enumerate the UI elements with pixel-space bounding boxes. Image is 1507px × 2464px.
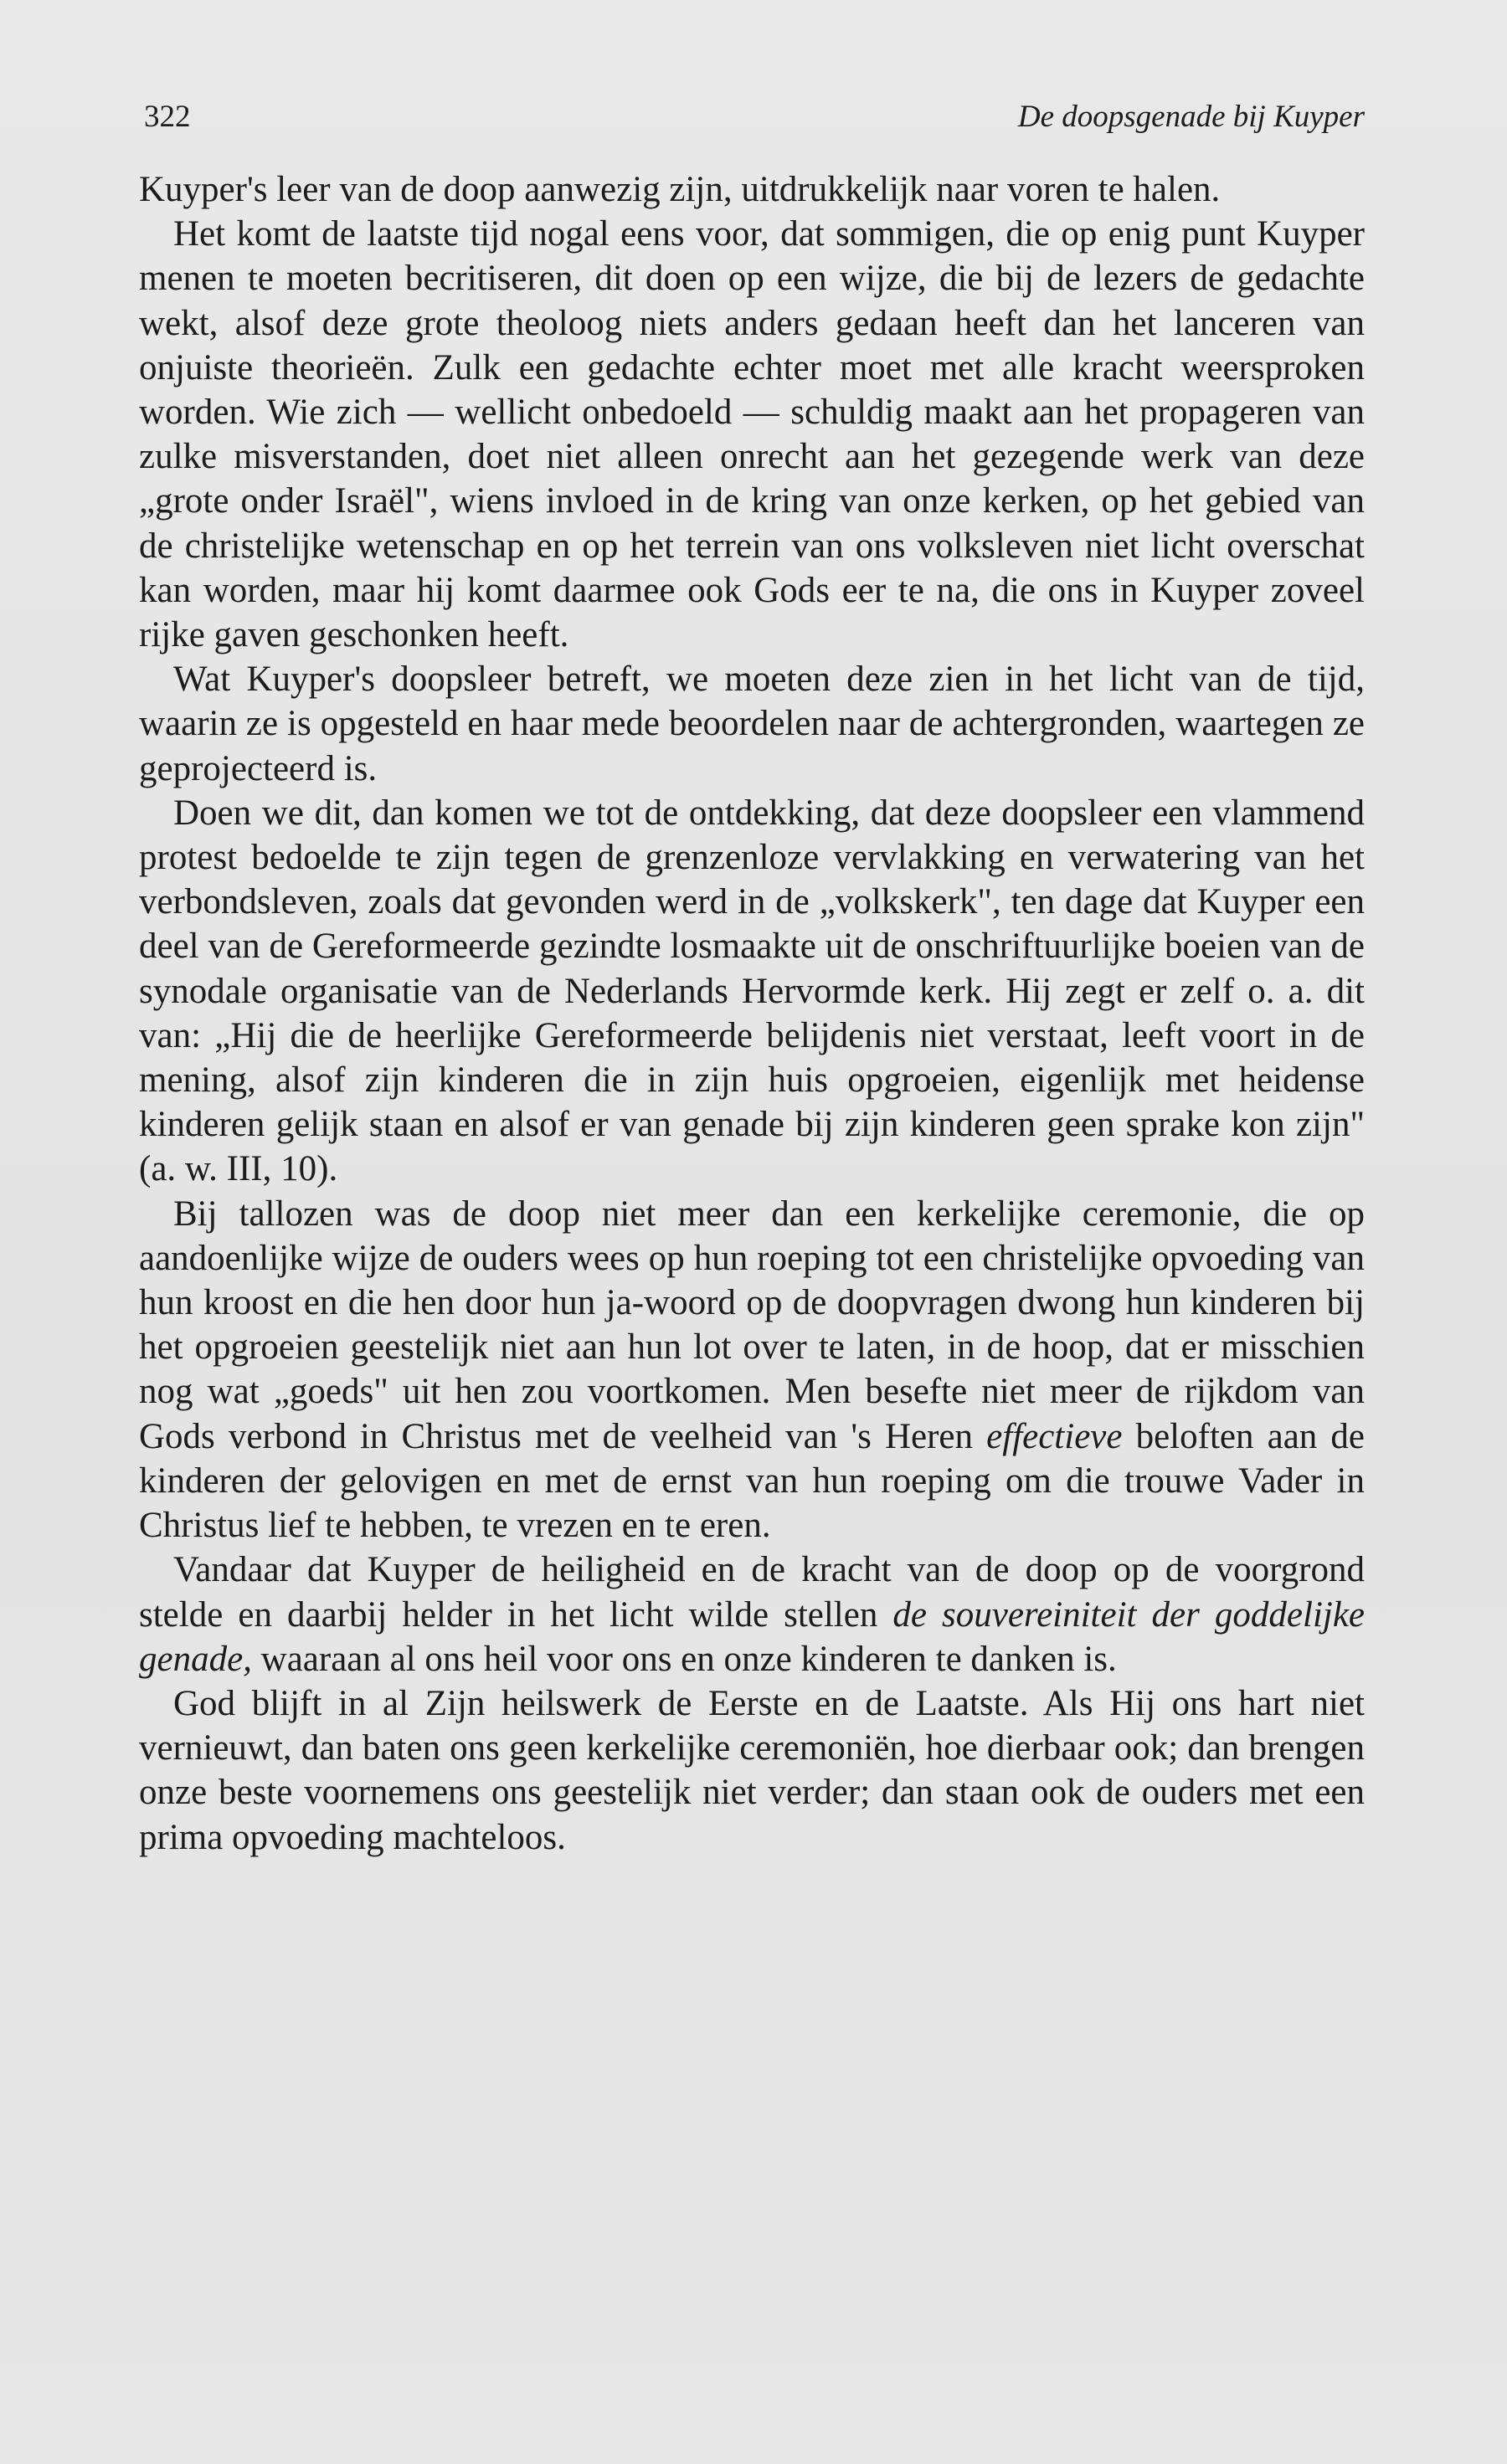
paragraph-continuation: Kuyper's leer van de doop aanwezig zijn, uitdrukkelijk naar voren te halen. [139, 170, 1221, 209]
page-header [141, 94, 1365, 141]
paragraph-sovereignty [139, 1548, 1365, 1681]
paragraph-ceremony-text-a: Bij tallozen was de doop niet meer dan een kerkelijke ceremonie, die op aandoenlijke wijze de ouders wees op hun roeping tot een christelijke opvoeding van hun kroost en die hen door hun ja-woord op de doopvragen dwong hun kinderen bij het opgroeien geestelijk niet aan hun lot over te laten, in de hoop, dat er misschien nog wat „goeds" uit hen zou voortkomen. Men besefte niet meer de rijkdom van Gods verbond in Christus met de veelheid van 's Heren [139, 1194, 1365, 1456]
emphasis-sovereignty: de souvereiniteit der goddelijke genade, [139, 1594, 1366, 1679]
running-title: De doopsgenade bij Kuyper [1017, 100, 1365, 134]
paragraph-ceremony-text-b: beloften aan de kinderen der gelovigen en met de ernst van hun roeping om die trouwe Vader in Christus lief te hebben, te vrezen en te eren. [139, 1416, 1366, 1546]
paragraph-conclusion: God blijft in al Zijn heilswerk de Eerste en de Laatste. Als Hij ons hart niet vernieuwt, dan baten ons geen kerkelijke ceremoniën, hoe dierbaar ook; dan brengen onze beste voornemens ons geestelijk niet verder; dan staan ook de ouders met een prima opvoeding machteloos. [139, 1683, 1365, 1857]
body-text [139, 167, 1365, 1860]
emphasis-effectieve: effectieve [986, 1416, 1123, 1456]
paragraph-doctrine-context: Wat Kuyper's doopsleer betreft, we moeten deze zien in het licht van de tijd, waarin ze is opgesteld en haar mede beoordelen naar de achtergronden, waartegen ze geprojecteerd is. [139, 660, 1365, 788]
paragraph-protest: Doen we dit, dan komen we tot de ontdekking, dat deze doopsleer een vlammend protest bedoelde te zijn tegen de grenzenloze vervlakking en verwatering van het verbondsleven, zoals dat gevonden werd in de „volkskerk", ten dage dat Kuyper een deel van de Gereformeerde gezindte losmaakte uit de onschriftuurlijke boeien van de synodale organisatie van de Nederlands Hervormde kerk. Hij zegt er zelf o. a. dit van: „Hij die de heerlijke Gereformeerde belijdenis niet verstaat, leeft voort in de mening, alsof zijn kinderen die in zijn huis opgroeien, eigenlijk met heidense kinderen gelijk staan en alsof er van genade bij zijn kinderen geen sprake kon zijn" (a. w. III, 10). [139, 793, 1365, 1189]
paragraph-sovereignty-text-b: waaraan al ons heil voor ons en onze kinderen te danken is. [251, 1639, 1117, 1679]
paragraph-criticism: Het komt de laatste tijd nogal eens voor, dat sommigen, die op enig punt Kuyper menen te moeten becritiseren, dit doen op een wijze, die bij de lezers de gedachte wekt, alsof deze grote theoloog niets anders gedaan heeft dan het lanceren van onjuiste theorieën. Zulk een gedachte echter moet met alle kracht weersproken worden. Wie zich — wellicht onbedoeld — schuldig maakt aan het propageren van zulke misverstanden, doet niet alleen onrecht aan het gezegende werk van deze „grote onder Israël", wiens invloed in de kring van onze kerken, op het gebied van de christelijke wetenschap en op het terrein van ons volksleven niet licht overschat kan worden, maar hij komt daarmee ook Gods eer te na, die ons in Kuyper zoveel rijke gaven geschonken heeft. [139, 214, 1365, 655]
paragraph-sovereignty-text-a: Vandaar dat Kuyper de heiligheid en de kracht van de doop op de voorgrond stelde en daarbij helder in het licht wilde stellen [139, 1550, 1365, 1635]
paragraph-ceremony [139, 1192, 1365, 1548]
page-number: 322 [144, 100, 191, 134]
